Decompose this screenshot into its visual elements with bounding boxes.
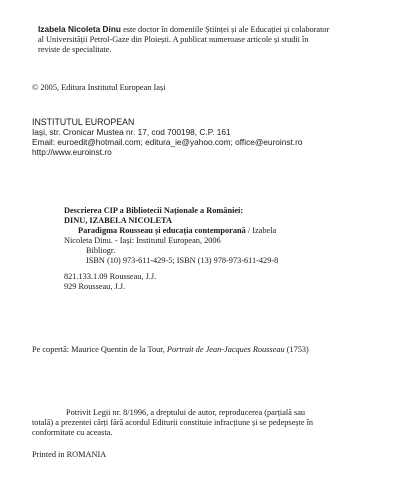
cip-block xyxy=(64,206,278,292)
cip-class-2: 929 Rousseau, J.J. xyxy=(64,282,126,291)
cip-title: Paradigma Rousseau și educația contemporană / Izabela xyxy=(78,226,277,235)
cip-imprint: Nicoleta Dinu. - Iași: Institutul European, 2006 xyxy=(64,236,221,245)
legal-line-2: totală) a prezentei cărți fără acordul Editurii constituie infracțiune și se pedepsește în xyxy=(32,418,314,427)
publisher-block xyxy=(32,117,302,157)
copyright-notice: © 2005, Editura Institutul European Iași xyxy=(32,83,166,92)
cip-biblio: Bibliogr. xyxy=(86,246,116,255)
author-bio xyxy=(38,24,329,55)
legal-line-1: Potrivit Legii nr. 8/1996, a dreptului de autor, reproducerea (parțială sau xyxy=(66,408,306,417)
legal-line-3: conformitate cu aceasta. xyxy=(32,428,113,437)
cip-heading: Descrierea CIP a Bibliotecii Naționale a României: xyxy=(64,206,244,215)
author-bio-line-2: al Universității Petrol-Gaze din Ploiești. A publicat numeroase articole și studii în xyxy=(38,35,309,44)
cip-isbn: ISBN (10) 973-611-429-5; ISBN (13) 978-973-611-429-8 xyxy=(86,256,279,265)
publisher-address: Iași, str. Cronicar Mustea nr. 17, cod 700198, C.P. 161 xyxy=(32,127,231,137)
legal-notice xyxy=(32,408,313,438)
author-bio-line-1: Izabela Nicoleta Dinu este doctor în domeniile Științei și ale Educației și colaborator xyxy=(38,24,330,34)
publisher-name: INSTITUTUL EUROPEAN xyxy=(32,117,135,127)
author-name: Izabela Nicoleta Dinu xyxy=(38,24,121,34)
cover-painting-title: Portrait de Jean-Jacques Rousseau xyxy=(166,345,285,354)
cip-class-1: 821.133.1.09 Rousseau, J.J. xyxy=(64,272,157,281)
publisher-web: http://www.euroinst.ro xyxy=(32,147,112,157)
cover-credit: Pe copertă: Maurice Quentin de la Tour, Portrait de Jean-Jacques Rousseau (1753) xyxy=(32,345,309,354)
author-bio-line-3: reviste de specialitate. xyxy=(38,45,112,54)
cip-author: DINU, IZABELA NICOLETA xyxy=(64,216,172,225)
publisher-email: Email: euroedit@hotmail.com; editura_ie@yahoo.com; office@euroinst.ro xyxy=(32,137,303,147)
printed-in: Printed in ROMANIA xyxy=(32,450,107,459)
